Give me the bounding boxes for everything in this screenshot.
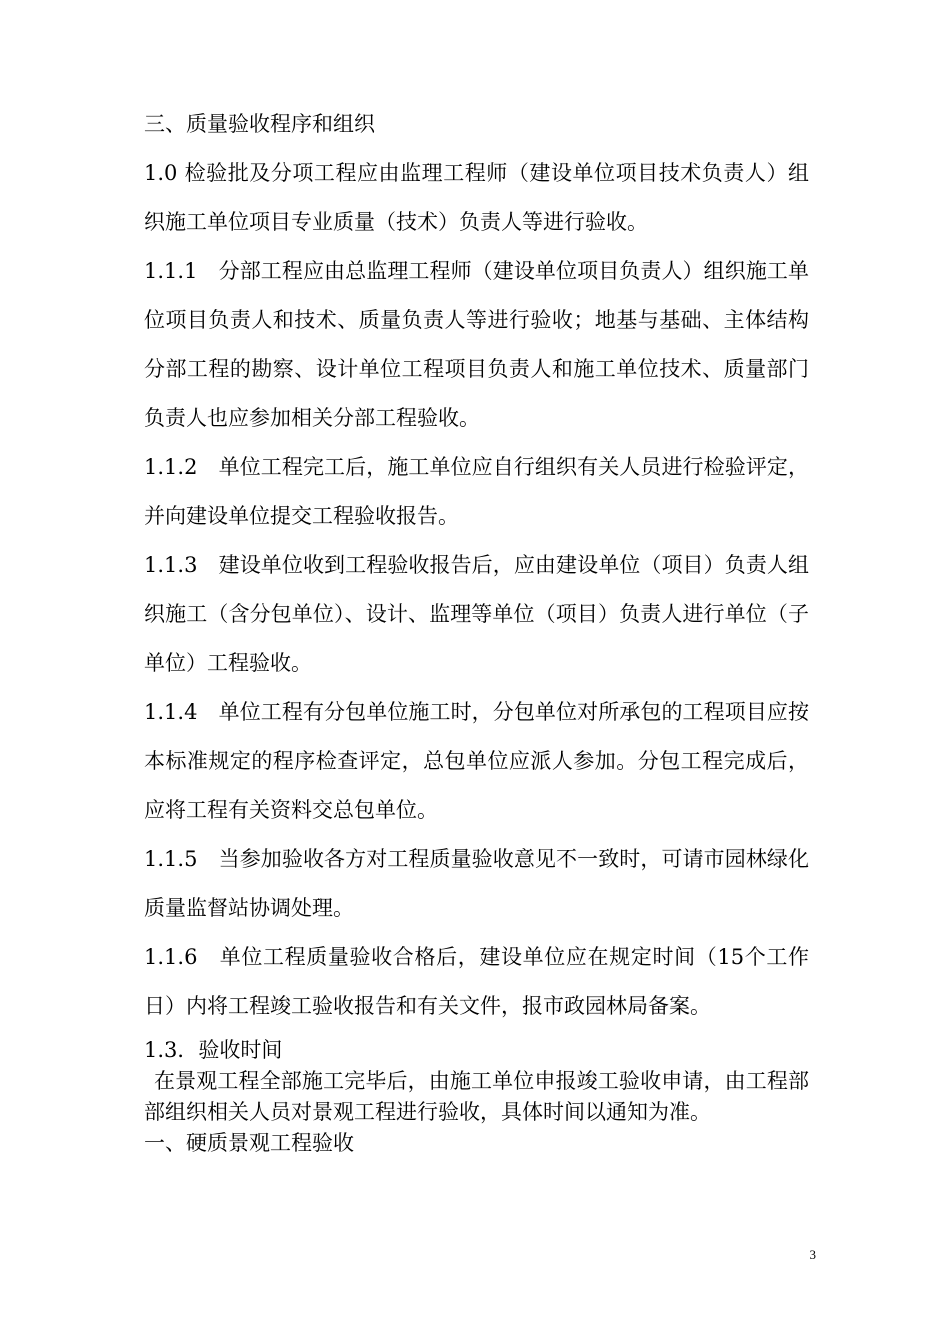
- subsection-text: 在景观工程全部施工完毕后，由施工单位申报竣工验收申请，由工程部部组织相关人员对景观工程进行验收，具体时间以通知为准。: [144, 1069, 809, 1124]
- page-number: 3: [809, 1247, 816, 1262]
- paragraph-1-1-4: 1.1.4 单位工程有分包单位施工时，分包单位对所承包的工程项目应按本标准规定的程序检查评定，总包单位应派人参加。分包工程完成后，应将工程有关资料交总包单位。: [144, 700, 809, 822]
- paragraph-1-1-6: 1.1.6 单位工程质量验收合格后，建设单位应在规定时间（15个工作日）内将工程竣工验收报告和有关文件，报市政园林局备案。: [144, 945, 809, 1018]
- subsection-title: 1.3．验收时间: [144, 1038, 283, 1062]
- paragraph-1-1-3: 1.1.3 建设单位收到工程验收报告后，应由建设单位（项目）负责人组织施工（含分包单位）、设计、监理等单位（项目）负责人进行单位（子单位）工程验收。: [144, 553, 809, 675]
- paragraph-1-0: 1.0 检验批及分项工程应由监理工程师（建设单位项目技术负责人）组织施工单位项目专业质量（技术）负责人等进行验收。: [144, 161, 809, 234]
- document-body: [144, 100, 809, 1159]
- next-section-heading: 一、硬质景观工程验收: [144, 1131, 354, 1155]
- acceptance-time-section: [144, 1035, 809, 1159]
- paragraph-1-1-2: 1.1.2 单位工程完工后，施工单位应自行组织有关人员进行检验评定，并向建设单位提交工程验收报告。: [144, 455, 809, 528]
- paragraph-1-1-5: 1.1.5 当参加验收各方对工程质量验收意见不一致时，可请市园林绿化质量监督站协调处理。: [144, 847, 809, 920]
- paragraph-1-1-1: 1.1.1 分部工程应由总监理工程师（建设单位项目负责人）组织施工单位项目负责人和技术、质量负责人等进行验收；地基与基础、主体结构分部工程的勘察、设计单位工程项目负责人和施工单位技术、质量部门负责人也应参加相关分部工程验收。: [144, 259, 809, 430]
- section-heading: 三、质量验收程序和组织: [144, 112, 375, 136]
